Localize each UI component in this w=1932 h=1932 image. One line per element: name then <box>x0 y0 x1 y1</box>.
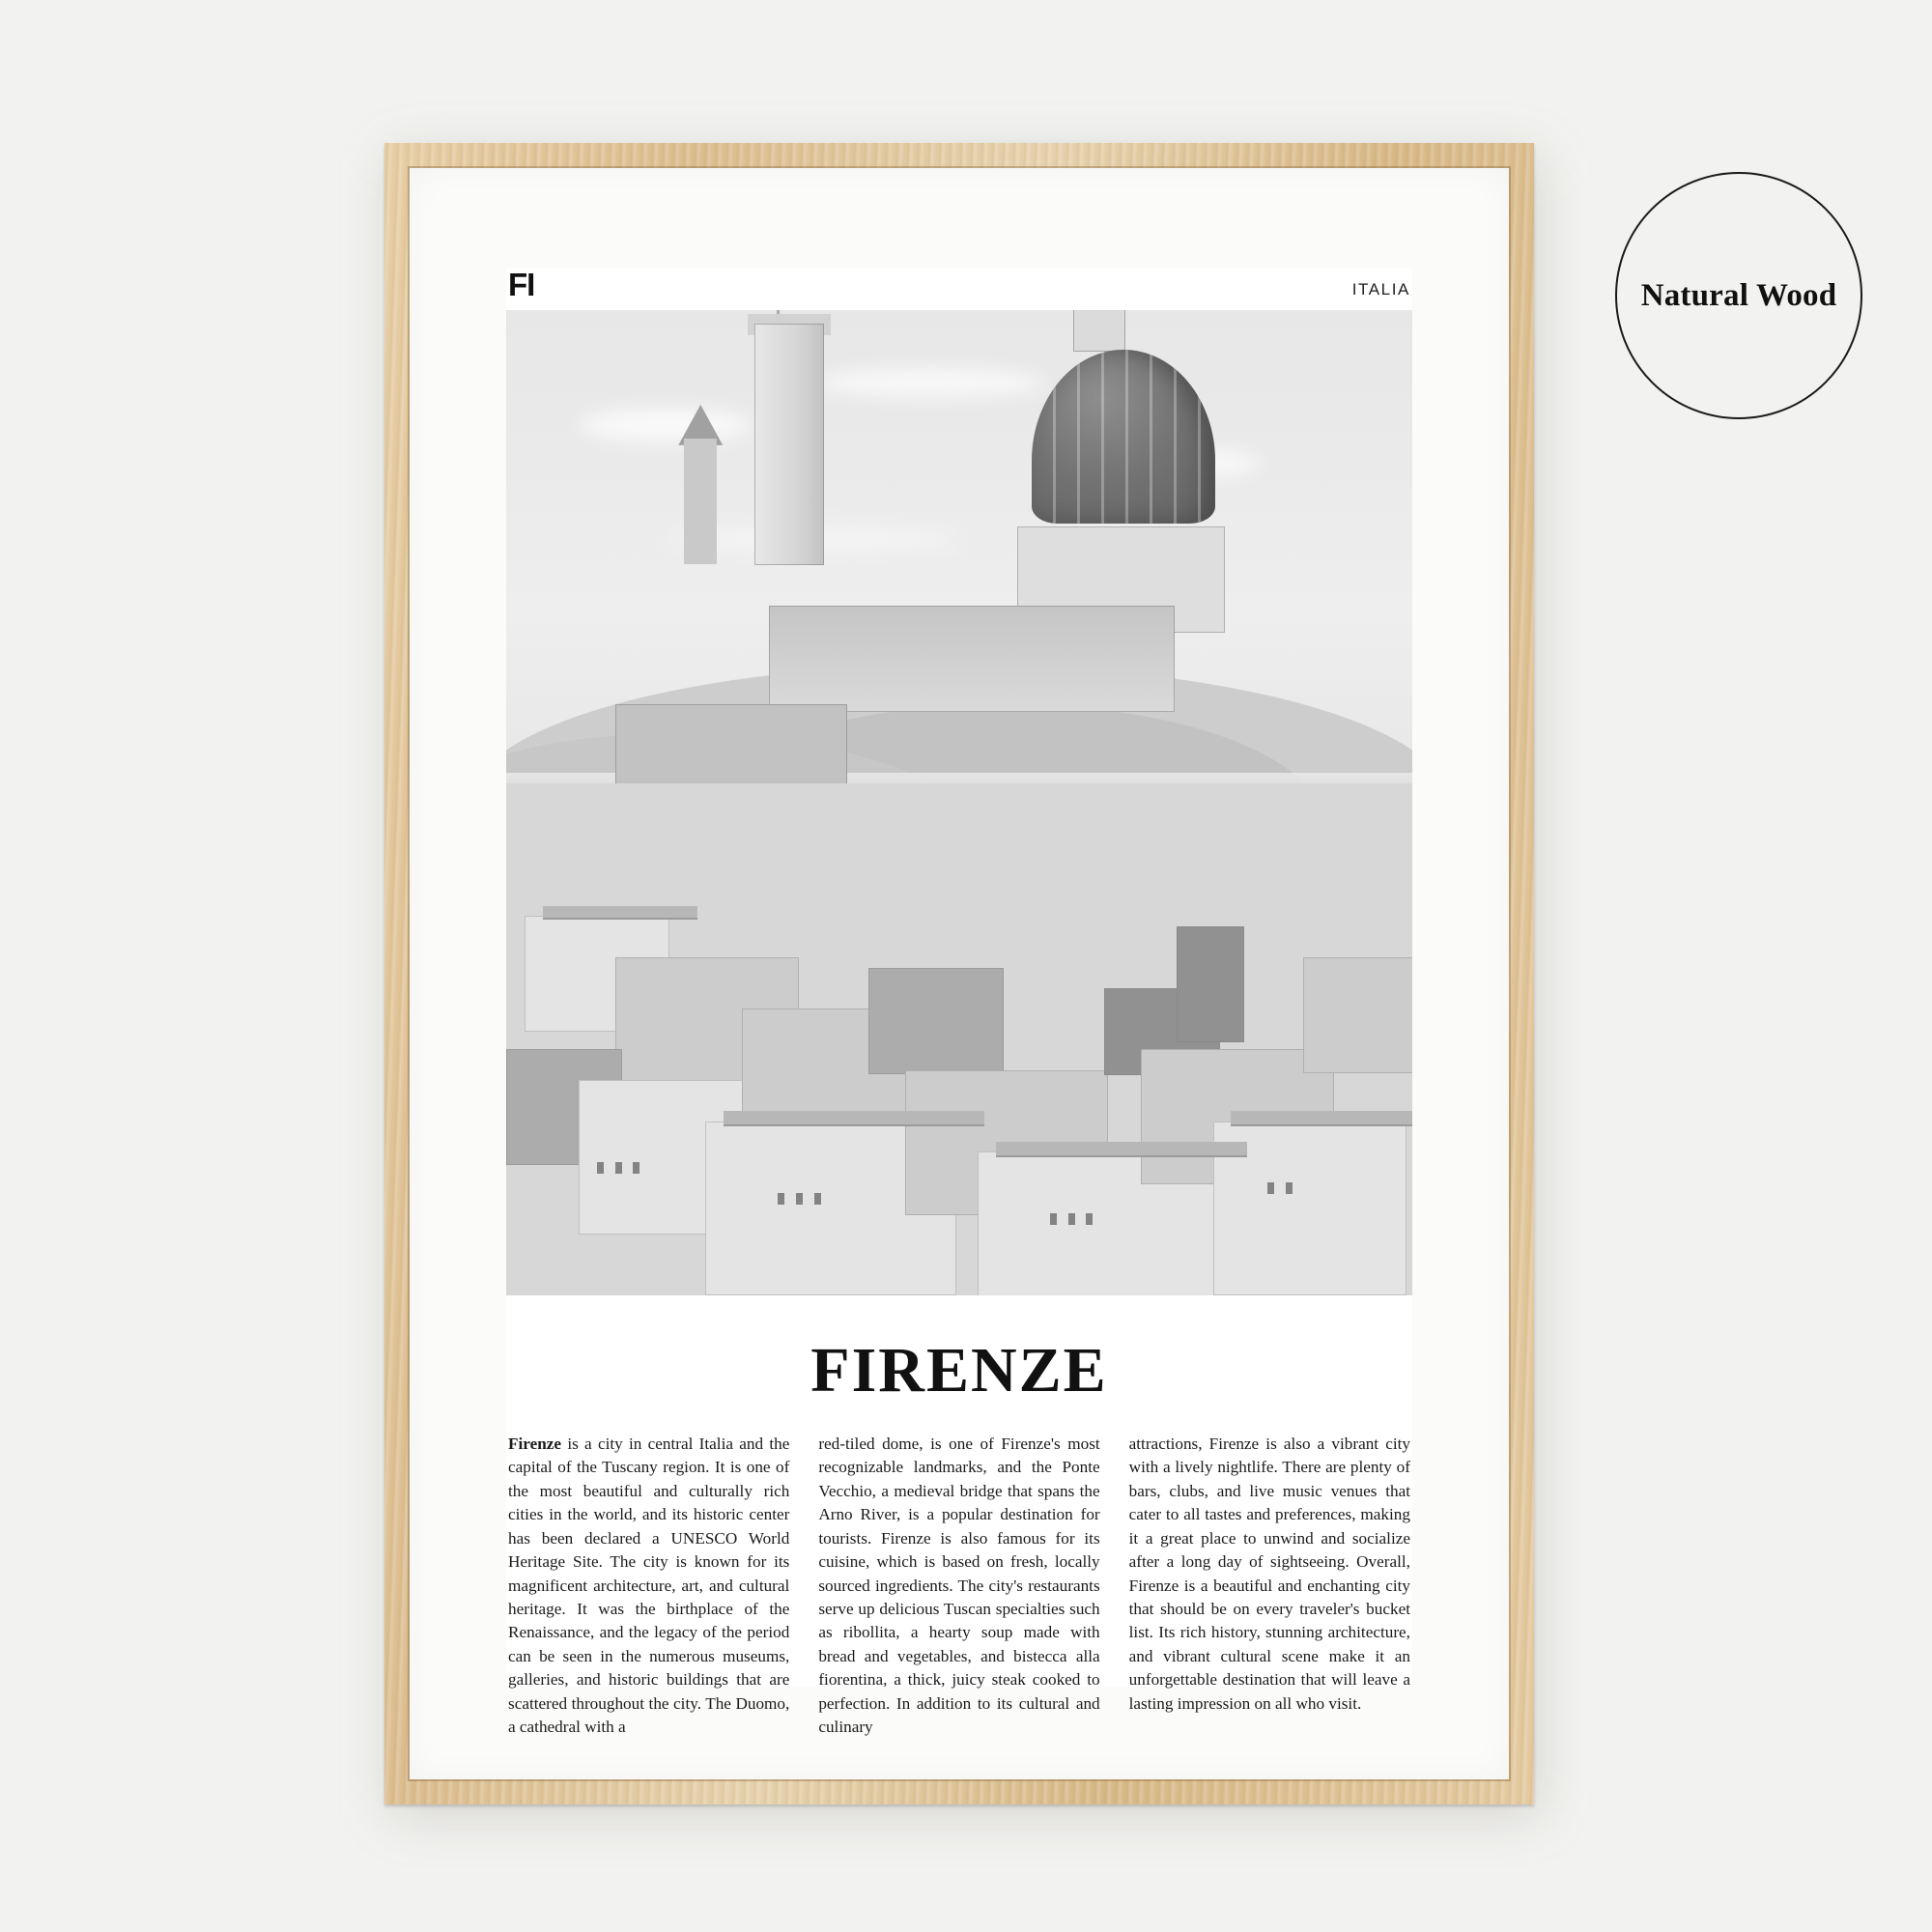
poster-header <box>506 269 1412 310</box>
page-title: FIRENZE <box>810 1335 1108 1406</box>
poster-body-columns <box>506 1433 1412 1739</box>
cathedral-nave <box>769 606 1175 712</box>
cloud-shape <box>814 369 1046 396</box>
material-badge <box>1615 172 1862 419</box>
picture-frame <box>384 143 1534 1804</box>
body-text: is a city in central Italia and the capital of the Tuscany region. It is one of the most beautiful and culturally rich cities in the world, and its historic center has been declared a UNESCO World Heritage Site. The city is known for its magnificent architecture, art, and cultural heritage. It was the birthplace of the Renaissance, and the legacy of the period can be seen in the numerous museums, galleries, and historic buildings that are scattered throughout the city. The Duomo, a cathedral with a <box>508 1435 790 1737</box>
body-column-3 <box>1129 1433 1410 1739</box>
church-spire <box>684 439 717 564</box>
material-badge-label: Natural Wood <box>1640 277 1837 313</box>
rooftop <box>724 1111 984 1126</box>
body-column-2 <box>818 1433 1099 1739</box>
frame-mat <box>410 168 1509 1779</box>
body-text: red-tiled dome, is one of Firenze's most recognizable landmarks, and the Ponte Vecchio, a medieval bridge that spans the Arno River, is a popular destination for tourists. Firenze is also famous for its cuisine, which is based on fresh, locally sourced ingredients. The city's restaurants serve up delicious Tuscan specialties such as ribollita, a hearty soup made with bread and vegetables, and bistecca alla fiorentina, a thick, juicy steak cooked to perfection. In addition to its cultural and culinary <box>818 1435 1100 1737</box>
rooftop <box>543 906 697 920</box>
cityscape-rooftops <box>506 783 1412 1295</box>
giotto-campanile <box>754 324 824 565</box>
dome-lantern <box>1073 310 1125 352</box>
building-block <box>868 968 1004 1074</box>
rooftop <box>1231 1111 1412 1126</box>
body-text: attractions, Firenze is also a vibrant city with a lively nightlife. There are plenty of bars, clubs, and live music venues that cater to all tastes and preferences, making it a great place to unwind and socialize after a long day of sightseeing. Overall, Firenze is a beautiful and enchanting city that should be on every traveler's bucket list. Its rich history, stunning architecture, and vibrant cultural scene make it an unforgettable destination that will leave a lasting impression on all who visit. <box>1128 1435 1410 1713</box>
body-column-1 <box>508 1433 789 1739</box>
poster-code: FI <box>508 267 535 302</box>
rooftop <box>996 1142 1247 1157</box>
building-block <box>1303 957 1412 1073</box>
cloud-shape <box>579 409 753 441</box>
poster <box>506 267 1412 1737</box>
tower-block <box>1177 926 1244 1042</box>
poster-country: ITALIA <box>1351 280 1410 298</box>
body-lead-word: Firenze <box>508 1435 562 1453</box>
poster-photo <box>506 310 1412 1295</box>
